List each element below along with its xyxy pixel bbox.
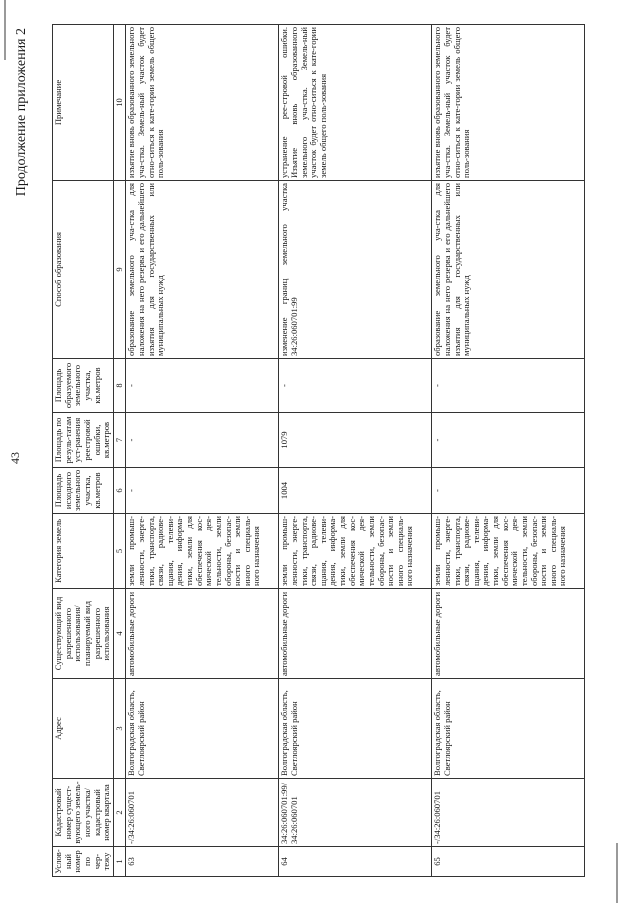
land-category: земли промыш-ленности, энерге-тики, транспорта, связи, радиове-щания, телеви-дения, информа-тики, земли для обеспечения кос-мической дея-тельности, земли обороны, безопас-ности и земли иного специаль-ного назначения [126, 514, 279, 589]
appendix-caption: Продолжение приложения 2 [14, 28, 29, 197]
column-number: 3 [113, 679, 126, 779]
header-cell: Адрес [53, 679, 114, 779]
table-row [279, 25, 432, 877]
address: Волгоградская область, Светлоярский район [126, 679, 279, 779]
column-number: 1 [113, 847, 126, 877]
header-cell: Площадь образуемого земельного участка, кв.метров [53, 359, 114, 413]
cadastral-number: 34:26:060701:99/ 34:26:060701 [279, 779, 432, 847]
header-cell: Услов-ный номер по чер-тежу [53, 847, 114, 877]
header-cell: Примечание [53, 25, 114, 181]
note: изъятие вновь образованного земельного уча-стка. Земель-ный участок будет отно-ситься к кате-гории земель общего поль-зования [432, 25, 585, 181]
formation-method: изменение границ земельного участка 34:26:060701:99 [279, 181, 432, 359]
column-number: 6 [113, 468, 126, 514]
cadastral-number: -/34:26:060701 [126, 779, 279, 847]
header-cell: Площадь исходного земельного участка, кв.метров [53, 468, 114, 514]
column-number: 2 [113, 779, 126, 847]
formation-method: образование земельного уча-стка для наложения на него резерва и его дальнейшего изъятия для государственных или муниципальных нужд [432, 181, 585, 359]
new-area: - [279, 359, 432, 413]
permitted-use: автомобильные дороги [279, 589, 432, 679]
table-row [126, 25, 279, 877]
address: Волгоградская область, Светлоярский район [432, 679, 585, 779]
column-number: 10 [113, 25, 126, 181]
column-number: 4 [113, 589, 126, 679]
column-number: 7 [113, 413, 126, 468]
source-area: - [126, 468, 279, 514]
land-category: земли промыш-ленности, энерге-тики, транспорта, связи, радиове-щания, телеви-дения, информа-тики, земли для обеспечения кос-мической дея-тельности, земли обороны, безопас-ности и земли иного специаль-ного назначения [279, 514, 432, 589]
column-number: 9 [113, 181, 126, 359]
new-area: - [432, 359, 585, 413]
cadastral-number: -/34:26:060701 [432, 779, 585, 847]
source-area: 1004 [279, 468, 432, 514]
address: Волгоградская область, Светлоярский район [279, 679, 432, 779]
header-cell: Площадь по резуль-татам уст-ранения реестровой ошибки, кв.метров [53, 413, 114, 468]
scan-mark-right [4, 0, 6, 60]
scan-mark-left [616, 843, 618, 903]
land-category: земли промыш-ленности, энерге-тики, транспорта, связи, радиове-щания, телеви-дения, информа-тики, земли для обеспечения кос-мической дея-тельности, земли обороны, безопас-ности и земли иного специаль-ного назначения [432, 514, 585, 589]
page-number: 43 [8, 452, 22, 464]
row-number: 63 [126, 847, 279, 877]
land-plots-table [52, 24, 585, 877]
note: устранение рее-стровой ошибки. Изъятие вновь образованного земельного уча-стка. Земель-ный участок будет отно-ситься к кате-гории земель общего поль-зования [279, 25, 432, 181]
table-row [432, 25, 585, 877]
header-cell: Существующий вид разрешенного использования/ планируемый вид разрешенного использования [53, 589, 114, 679]
column-number: 8 [113, 359, 126, 413]
header-row [53, 25, 114, 877]
permitted-use: автомобильные дороги [432, 589, 585, 679]
column-number: 5 [113, 514, 126, 589]
row-number: 64 [279, 847, 432, 877]
column-number-row [113, 25, 126, 877]
permitted-use: автомобильные дороги [126, 589, 279, 679]
new-area: - [126, 359, 279, 413]
header-cell: Способ образования [53, 181, 114, 359]
header-cell: Кадастровый номер сущест-вующего земель-ного участка/ кадастровый номер квартала [53, 779, 114, 847]
corrected-area: 1079 [279, 413, 432, 468]
note: изъятие вновь образованного земельного уча-стка. Земель-ный участок будет отно-ситься к кате-гории земель общего поль-зования [126, 25, 279, 181]
source-area: - [432, 468, 585, 514]
header-cell: Категория земель [53, 514, 114, 589]
row-number: 65 [432, 847, 585, 877]
formation-method: образование земельного уча-стка для наложения на него резерва и его дальнейшего изъятия для государственных или муниципальных нужд [126, 181, 279, 359]
corrected-area: - [432, 413, 585, 468]
corrected-area: - [126, 413, 279, 468]
